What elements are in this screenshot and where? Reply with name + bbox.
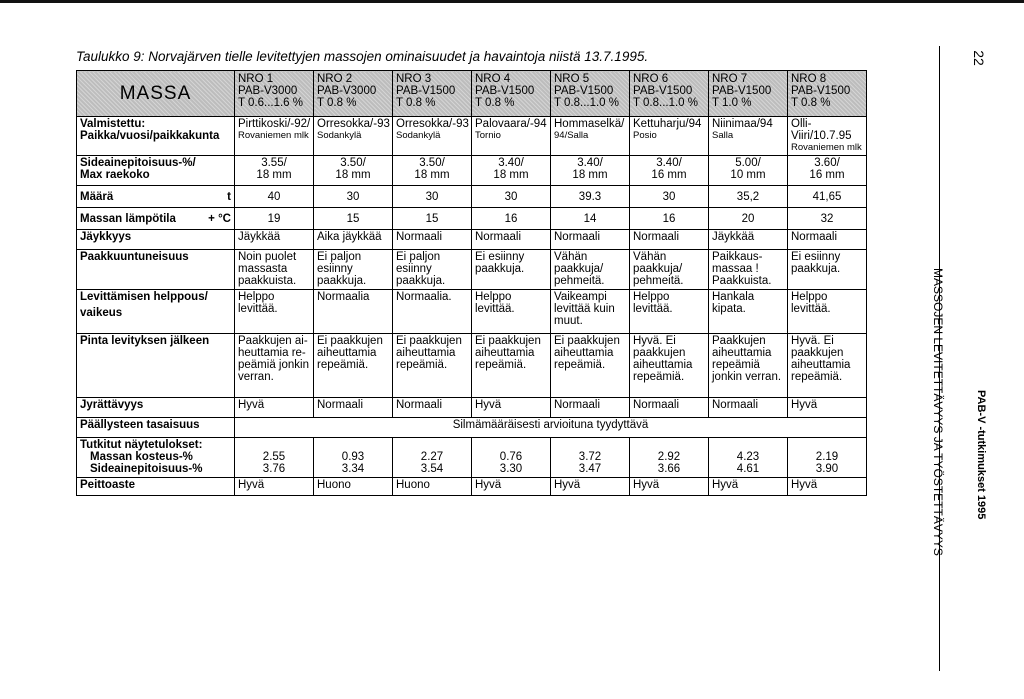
table-cell: Huono bbox=[393, 478, 472, 496]
table-cell: Normaali bbox=[314, 398, 393, 418]
column-nro: NRO 8 bbox=[791, 73, 827, 85]
table-cell bbox=[314, 438, 393, 478]
cell-line: 18 mm bbox=[414, 169, 450, 181]
table-cell: Paikkaus-massaa ! Paakkuista. bbox=[709, 250, 788, 290]
row-peittoaste bbox=[77, 478, 867, 496]
label-line: Sideainepitoisuus-% bbox=[90, 463, 203, 475]
table-cell: Hyvä. Ei paakkujen aiheuttamia repeämiä. bbox=[788, 334, 867, 398]
table-cell: 14 bbox=[551, 208, 630, 230]
column-nro: NRO 4 bbox=[475, 73, 511, 85]
table-cell: 32 bbox=[788, 208, 867, 230]
label-text: Jäykkyys bbox=[80, 231, 132, 243]
table-caption: Taulukko 9: Norvajärven tielle levitettyjen massojen ominaisuudet ja havaintoja niistä 13.7.1995. bbox=[76, 49, 649, 64]
column-header bbox=[472, 71, 551, 117]
label-text: Pinta levityksen jälkeen bbox=[80, 335, 210, 347]
table-cell: Paakkujen aiheuttamia repeämiä jonkin verran. bbox=[709, 334, 788, 398]
table-cell: Normaali bbox=[709, 398, 788, 418]
row-jaykkyys bbox=[77, 230, 867, 250]
table-cell: Ei paakkujen aiheuttamia repeämiä. bbox=[314, 334, 393, 398]
table-cell bbox=[630, 117, 709, 156]
column-content: T 0.8 % bbox=[791, 97, 831, 109]
cell-line: 3.30 bbox=[499, 463, 523, 475]
table-cell: Ei paakkujen aiheuttamia repeämiä. bbox=[551, 334, 630, 398]
table-cell bbox=[551, 156, 630, 186]
row-label bbox=[77, 478, 235, 496]
cell-line: Sodankylä bbox=[317, 130, 362, 141]
column-code: PAB-V3000 bbox=[317, 85, 377, 97]
table-cell: Hyvä bbox=[788, 398, 867, 418]
column-code: PAB-V1500 bbox=[554, 85, 614, 97]
massa-header: MASSA bbox=[77, 71, 235, 117]
label-text: Määrä bbox=[80, 190, 114, 203]
table-cell: Ei paakkujen aiheuttamia repeämiä. bbox=[472, 334, 551, 398]
table-cell: Normaalia bbox=[314, 290, 393, 334]
table-cell: Hankala kipata. bbox=[709, 290, 788, 334]
table-cell bbox=[472, 438, 551, 478]
table-cell bbox=[788, 438, 867, 478]
row-label bbox=[77, 117, 235, 156]
cell-line: 3.90 bbox=[815, 463, 839, 475]
table-cell bbox=[788, 117, 867, 156]
row-sideaine bbox=[77, 156, 867, 186]
table-cell: Hyvä bbox=[235, 478, 314, 496]
column-nro: NRO 3 bbox=[396, 73, 432, 85]
label-line: Massan kosteus-% bbox=[90, 451, 193, 463]
table-cell: Paakkujen ai-heuttamia re-peämiä jonkin verran. bbox=[235, 334, 314, 398]
table-cell: Huono bbox=[314, 478, 393, 496]
table-cell: Normaali bbox=[630, 398, 709, 418]
row-label bbox=[77, 398, 235, 418]
row-label bbox=[77, 230, 235, 250]
table-cell: Normaali bbox=[393, 398, 472, 418]
properties-table bbox=[76, 70, 867, 496]
cell-line: 3.50/ bbox=[419, 157, 445, 169]
header-row bbox=[77, 71, 867, 117]
table-cell: 16 bbox=[630, 208, 709, 230]
table-cell: Normaali bbox=[551, 230, 630, 250]
column-code: PAB-V3000 bbox=[238, 85, 298, 97]
cell-line: 4.61 bbox=[736, 463, 760, 475]
table-cell: Hyvä. Ei paakkujen aiheuttamia repeämiä. bbox=[630, 334, 709, 398]
table-cell: 41,65 bbox=[788, 186, 867, 208]
column-header bbox=[788, 71, 867, 117]
cell-line: Posio bbox=[633, 130, 657, 141]
row-tutkitut bbox=[77, 438, 867, 478]
table-cell bbox=[235, 438, 314, 478]
row-label: Päällysteen tasaisuus bbox=[77, 418, 235, 438]
table-cell: Ei paljon esiinny paakkuja. bbox=[393, 250, 472, 290]
row-label bbox=[77, 290, 235, 334]
cell-line: 3.40/ bbox=[656, 157, 682, 169]
table-cell: Helppo levittää. bbox=[472, 290, 551, 334]
table-cell: Hyvä bbox=[472, 478, 551, 496]
table-cell: Vähän paakkuja/ pehmeitä. bbox=[551, 250, 630, 290]
table-cell: Helppo levittää. bbox=[235, 290, 314, 334]
label-line: Max raekoko bbox=[80, 169, 150, 181]
cell-line: 3.47 bbox=[578, 463, 602, 475]
table-cell: Normaali bbox=[393, 230, 472, 250]
table-cell bbox=[235, 156, 314, 186]
table-cell bbox=[551, 117, 630, 156]
column-nro: NRO 5 bbox=[554, 73, 590, 85]
label-line: vaikeus bbox=[80, 307, 123, 319]
cell-line: 10 mm bbox=[730, 169, 766, 181]
column-nro: NRO 2 bbox=[317, 73, 353, 85]
cell-line: 3.76 bbox=[262, 463, 286, 475]
column-nro: NRO 6 bbox=[633, 73, 669, 85]
column-nro: NRO 1 bbox=[238, 73, 274, 85]
table-cell: 30 bbox=[630, 186, 709, 208]
cell-line: 3.55/ bbox=[261, 157, 287, 169]
row-valmistettu bbox=[77, 117, 867, 156]
cell-line: 4.23 bbox=[736, 451, 760, 463]
row-label bbox=[77, 208, 235, 230]
cell-line: 16 mm bbox=[809, 169, 845, 181]
page-number: 22 bbox=[971, 50, 987, 66]
cell-line: Hommaselkä/ bbox=[554, 118, 625, 130]
table-cell: 39.3 bbox=[551, 186, 630, 208]
cell-line: 3.40/ bbox=[577, 157, 603, 169]
cell-line: Rovaniemen mlk bbox=[791, 142, 862, 153]
row-pinta bbox=[77, 334, 867, 398]
table-cell-merged: Silmämääräisesti arvioituna tyydyttävä bbox=[235, 418, 867, 438]
row-lampotila bbox=[77, 208, 867, 230]
column-header bbox=[393, 71, 472, 117]
row-maara bbox=[77, 186, 867, 208]
table-cell bbox=[551, 438, 630, 478]
label-unit: t bbox=[227, 190, 231, 203]
table-cell: 30 bbox=[314, 186, 393, 208]
table-cell bbox=[393, 117, 472, 156]
cell-line: 3.50/ bbox=[340, 157, 366, 169]
cell-line: Salla bbox=[712, 130, 734, 141]
cell-line: 0.93 bbox=[341, 451, 365, 463]
label-unit: + °C bbox=[208, 212, 231, 225]
cell-line: 2.92 bbox=[657, 451, 681, 463]
table-cell: 30 bbox=[393, 186, 472, 208]
row-label bbox=[77, 156, 235, 186]
cell-line: 16 mm bbox=[651, 169, 687, 181]
table-cell bbox=[314, 156, 393, 186]
table-cell: Noin puolet massasta paakkuista. bbox=[235, 250, 314, 290]
column-header bbox=[709, 71, 788, 117]
label-text: Peittoaste bbox=[80, 479, 135, 491]
column-content: T 1.0 % bbox=[712, 97, 752, 109]
table-cell: Jäykkää bbox=[709, 230, 788, 250]
column-content: T 0.6...1.6 % bbox=[238, 97, 303, 109]
column-header bbox=[630, 71, 709, 117]
row-label bbox=[77, 250, 235, 290]
cell-line: 2.55 bbox=[262, 451, 286, 463]
table-cell bbox=[235, 117, 314, 156]
column-code: PAB-V1500 bbox=[633, 85, 693, 97]
table-cell: 20 bbox=[709, 208, 788, 230]
row-paakkuuntuneisuus bbox=[77, 250, 867, 290]
side-header-title: MASSOJEN LEVITETTÄVYYS JA TYÖSTETTÄVYYS bbox=[931, 268, 945, 556]
column-code: PAB-V1500 bbox=[396, 85, 456, 97]
column-content: T 0.8...1.0 % bbox=[633, 97, 698, 109]
column-code: PAB-V1500 bbox=[791, 85, 851, 97]
table-cell: 15 bbox=[393, 208, 472, 230]
top-border bbox=[0, 0, 1024, 3]
cell-line: 2.19 bbox=[815, 451, 839, 463]
table-cell bbox=[472, 117, 551, 156]
cell-line: 3.66 bbox=[657, 463, 681, 475]
table-cell: Hyvä bbox=[472, 398, 551, 418]
table-cell bbox=[709, 117, 788, 156]
column-code: PAB-V1500 bbox=[475, 85, 535, 97]
table-cell: Hyvä bbox=[709, 478, 788, 496]
cell-line: 18 mm bbox=[256, 169, 292, 181]
table-body bbox=[77, 71, 867, 496]
table-cell: 30 bbox=[472, 186, 551, 208]
table-cell: Normaali bbox=[551, 398, 630, 418]
label-line: Sideainepitoisuus-%/ bbox=[80, 157, 196, 169]
table-cell: Normaali bbox=[788, 230, 867, 250]
label-line: Paikka/vuosi/paikkakunta bbox=[80, 130, 220, 142]
table-cell: Hyvä bbox=[788, 478, 867, 496]
column-content: T 0.8 % bbox=[317, 97, 357, 109]
row-label bbox=[77, 334, 235, 398]
row-label bbox=[77, 186, 235, 208]
cell-line: Kettuharju/94 bbox=[633, 118, 702, 130]
row-tasaisuus bbox=[77, 418, 867, 438]
table-cell: Ei paljon esiinny paakkuja. bbox=[314, 250, 393, 290]
table-cell bbox=[630, 156, 709, 186]
cell-line: 3.60/ bbox=[814, 157, 840, 169]
cell-line: Pirttikoski/-92/ bbox=[238, 118, 311, 130]
side-header-subtitle: PAB-V -tutkimukset 1995 bbox=[975, 390, 987, 520]
table-cell: Hyvä bbox=[551, 478, 630, 496]
column-header bbox=[235, 71, 314, 117]
table-cell: 19 bbox=[235, 208, 314, 230]
cell-line: 5.00/ bbox=[735, 157, 761, 169]
cell-line: Niinimaa/94 bbox=[712, 118, 773, 130]
table-cell: 35,2 bbox=[709, 186, 788, 208]
table-cell: Vaikeampi levittää kuin muut. bbox=[551, 290, 630, 334]
table-cell: Aika jäykkää bbox=[314, 230, 393, 250]
cell-line: Rovaniemen mlk bbox=[238, 130, 309, 141]
row-label bbox=[77, 438, 235, 478]
column-header bbox=[551, 71, 630, 117]
table-cell: Helppo levittää. bbox=[788, 290, 867, 334]
table-cell: 16 bbox=[472, 208, 551, 230]
cell-line: Sodankylä bbox=[396, 130, 441, 141]
table-cell bbox=[630, 438, 709, 478]
cell-line: Orresokka/-93 bbox=[317, 118, 390, 130]
table-cell: Helppo levittää. bbox=[630, 290, 709, 334]
label-text: Paakkuuntuneisuus bbox=[80, 251, 189, 263]
column-code: PAB-V1500 bbox=[712, 85, 772, 97]
column-nro: NRO 7 bbox=[712, 73, 748, 85]
cell-line: 94/Salla bbox=[554, 130, 589, 141]
table-cell bbox=[709, 156, 788, 186]
table-cell bbox=[472, 156, 551, 186]
cell-line: 3.40/ bbox=[498, 157, 524, 169]
table-cell: Ei esiinny paakkuja. bbox=[472, 250, 551, 290]
table-cell: Jäykkää bbox=[235, 230, 314, 250]
row-levittaminen bbox=[77, 290, 867, 334]
table-cell: Vähän paakkuja/ pehmeitä. bbox=[630, 250, 709, 290]
label-text: Massan lämpötila bbox=[80, 212, 176, 225]
cell-line: 18 mm bbox=[572, 169, 608, 181]
column-header bbox=[314, 71, 393, 117]
cell-line: 18 mm bbox=[335, 169, 371, 181]
column-content: T 0.8...1.0 % bbox=[554, 97, 619, 109]
cell-line: 0.76 bbox=[499, 451, 523, 463]
table-cell: Ei esiinny paakkuja. bbox=[788, 250, 867, 290]
table-cell bbox=[393, 156, 472, 186]
table-cell: Normaalia. bbox=[393, 290, 472, 334]
label-line: Tutkitut näytetulokset: bbox=[80, 439, 203, 451]
table-cell bbox=[788, 156, 867, 186]
cell-line: 3.34 bbox=[341, 463, 365, 475]
cell-line: 18 mm bbox=[493, 169, 529, 181]
table-cell: Ei paakkujen aiheuttamia repeämiä. bbox=[393, 334, 472, 398]
cell-line: Orresokka/-93 bbox=[396, 118, 469, 130]
column-content: T 0.8 % bbox=[396, 97, 436, 109]
label-line: Valmistettu: bbox=[80, 118, 146, 130]
row-jyrattavyys bbox=[77, 398, 867, 418]
cell-line: 2.27 bbox=[420, 451, 444, 463]
table-cell bbox=[709, 438, 788, 478]
table-cell: Normaali bbox=[472, 230, 551, 250]
cell-line: 3.72 bbox=[578, 451, 602, 463]
table-cell bbox=[393, 438, 472, 478]
table-cell: 40 bbox=[235, 186, 314, 208]
cell-line: 3.54 bbox=[420, 463, 444, 475]
table-cell bbox=[314, 117, 393, 156]
column-content: T 0.8 % bbox=[475, 97, 515, 109]
label-text: Jyrättävyys bbox=[80, 399, 144, 411]
cell-line: Olli-Viiri/10.7.95 bbox=[791, 118, 852, 142]
cell-line: Palovaara/-94 bbox=[475, 118, 547, 130]
table-cell: Normaali bbox=[630, 230, 709, 250]
label-line: Levittämisen helppous/ bbox=[80, 291, 208, 303]
table-cell: Hyvä bbox=[630, 478, 709, 496]
table-cell: 15 bbox=[314, 208, 393, 230]
cell-line: Tornio bbox=[475, 130, 501, 141]
table-cell: Hyvä bbox=[235, 398, 314, 418]
